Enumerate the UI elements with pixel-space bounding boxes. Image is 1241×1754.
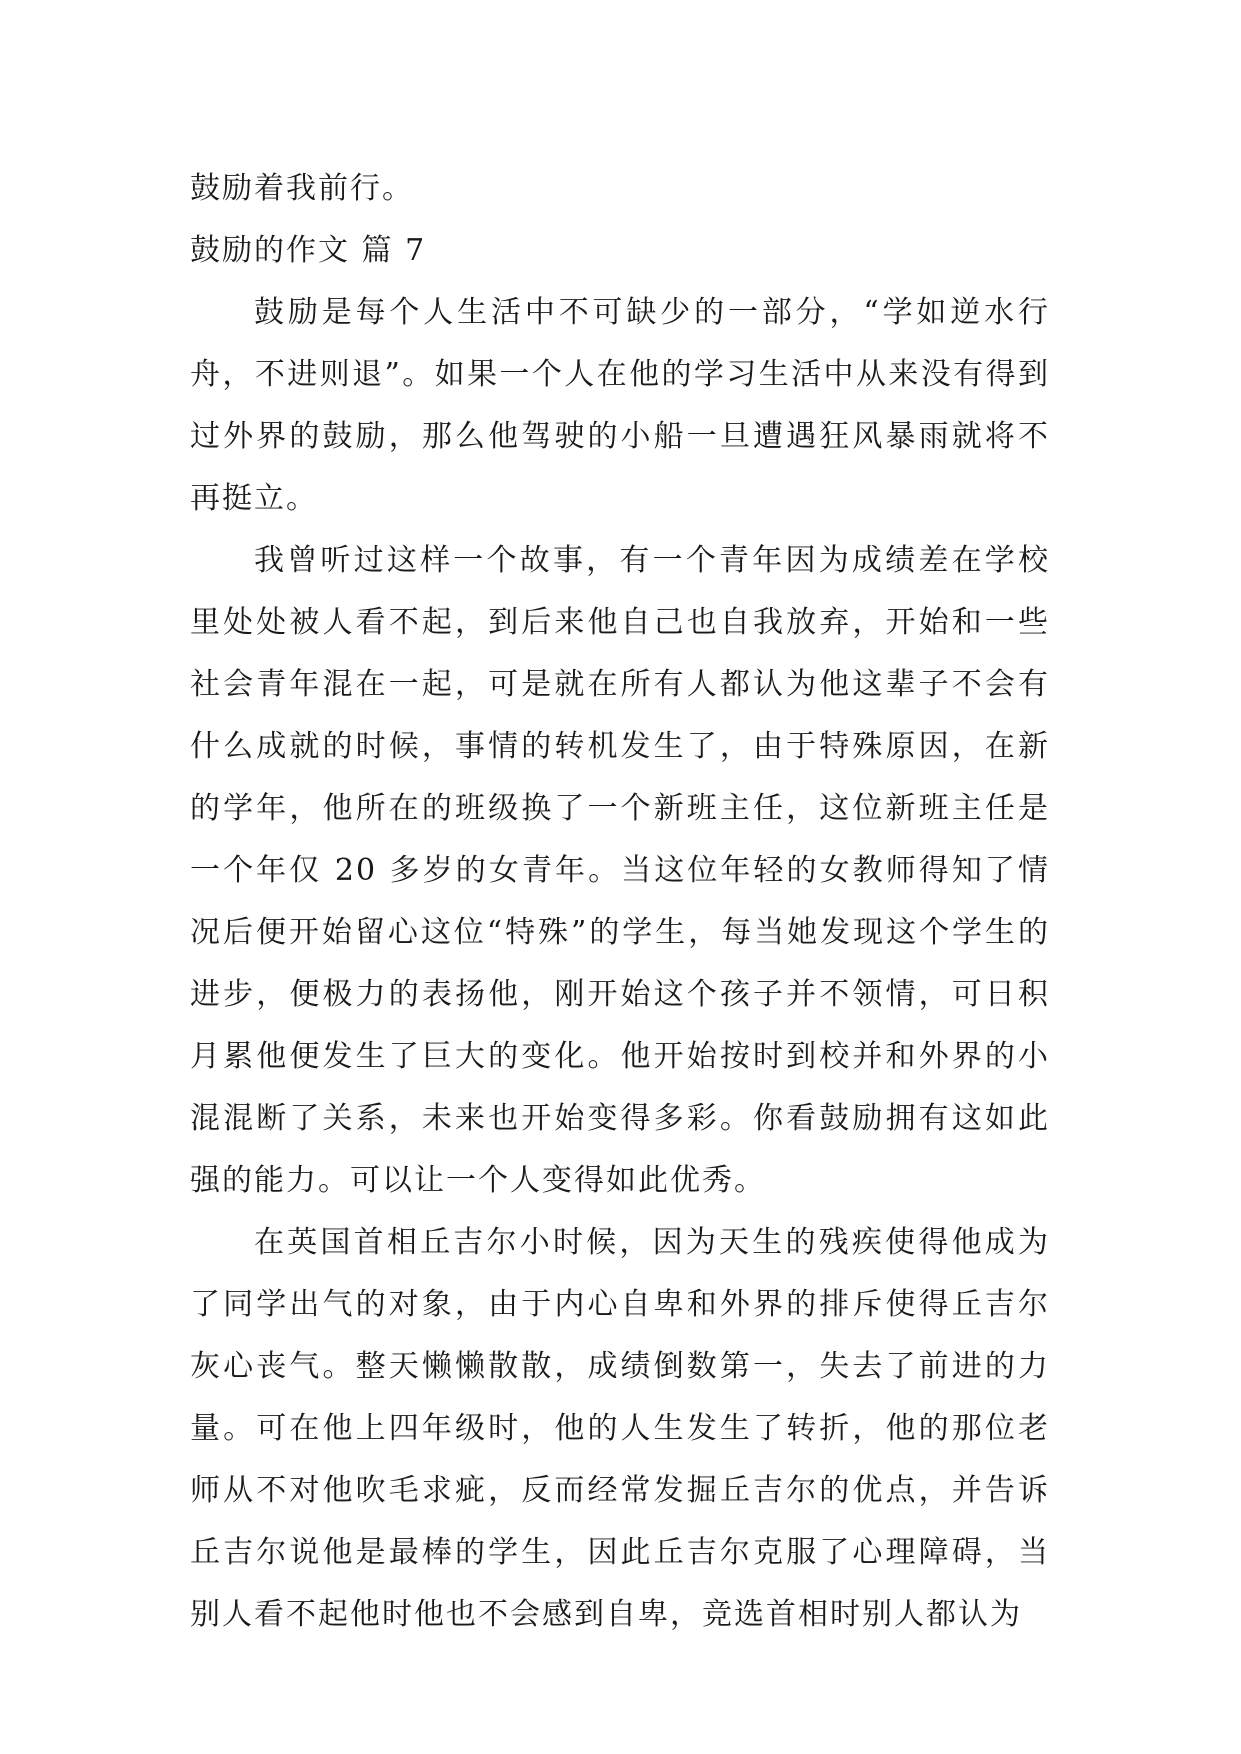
lead-line: 鼓励着我前行。 bbox=[190, 171, 414, 206]
paragraph-3: 在英国首相丘吉尔小时候，因为天生的残疾使得他成为了同学出气的对象，由于内心自卑和外界的排斥使得丘吉尔灰心丧气。整天懒懒散散，成绩倒数第一，失去了前进的力量。可在他上四年级时，他的人生发生了转折，他的那位老师从不对他吹毛求疵，反而经常发掘丘吉尔的优点，并告诉丘吉尔说他是最棒的学生，因此丘吉尔克服了心理障碍，当别人看不起他时他也不会感到自卑，竞选首相时别人都认为 bbox=[190, 1225, 1050, 1632]
paragraph-1: 鼓励是每个人生活中不可缺少的一部分，“学如逆水行舟，不进则退”。如果一个人在他的学习生活中从来没有得到过外界的鼓励，那么他驾驶的小船一旦遭遇狂风暴雨就将不再挺立。 bbox=[190, 295, 1050, 516]
paragraph-2: 我曾听过这样一个故事，有一个青年因为成绩差在学校里处处被人看不起，到后来他自己也自我放弃，开始和一些社会青年混在一起，可是就在所有人都认为他这辈子不会有什么成就的时候，事情的转机发生了，由于特殊原因，在新的学年，他所在的班级换了一个新班主任，这位新班主任是一个年仅 20 多岁的女青年。当这位年轻的女教师得知了情况后便开始留心这位“特殊”的学生，每当她发现这个学生的进步，便极力的表扬他，刚开始这个孩子并不领情，可日积月累他便发生了巨大的变化。他开始按时到校并和外界的小混混断了关系，未来也开始变得多彩。你看鼓励拥有这如此强的能力。可以让一个人变得如此优秀。 bbox=[190, 543, 1050, 1198]
document-page bbox=[190, 158, 1050, 1646]
essay-heading: 鼓励的作文 篇 7 bbox=[190, 233, 427, 268]
